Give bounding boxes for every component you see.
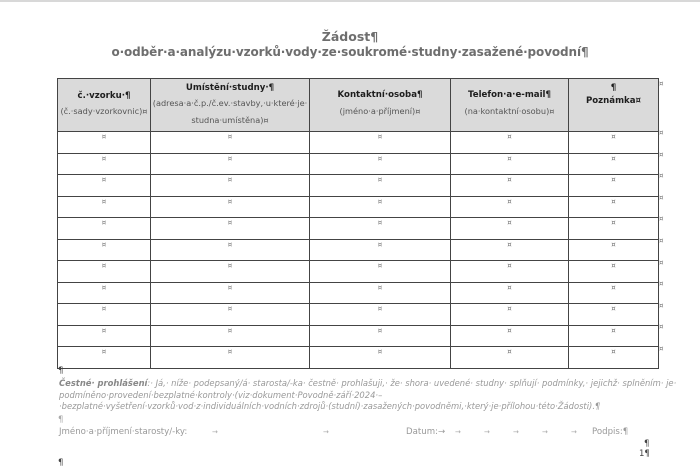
table-row	[58, 347, 659, 369]
table-row	[58, 153, 659, 175]
row-end-mark: ¤	[659, 323, 664, 332]
cell-end-mark: ¤	[377, 133, 383, 141]
mayor-name-label[interactable]: Jméno·a·příjmení·starosty/-ky:	[59, 427, 188, 437]
cell-end-mark: ¤	[377, 305, 383, 313]
cell-end-mark: ¤	[227, 348, 233, 356]
row-end-mark: ¤	[659, 258, 664, 267]
paragraph-mark: ¶	[644, 439, 650, 449]
cell-end-mark: ¤	[611, 240, 616, 249]
cell-end-mark: ¤	[507, 326, 512, 335]
cell-end-mark: ¤	[227, 154, 233, 163]
cell-end-mark: ¤	[227, 305, 233, 313]
cell-end-mark: ¤	[227, 219, 233, 227]
cell-phone-email[interactable]	[451, 347, 569, 369]
cell-sample-number[interactable]	[58, 325, 151, 347]
tab-arrow-icon: →	[542, 428, 548, 436]
tab-arrow-icon: →	[455, 428, 461, 436]
cell-end-mark: ¤	[101, 219, 107, 227]
header-sublabel-part2: studna·umístěna)¤	[191, 114, 269, 125]
cell-sample-number[interactable]	[58, 132, 151, 154]
header-sublabel: (na·kontaktní·osobu)¤	[464, 106, 555, 116]
cell-sample-number[interactable]	[58, 218, 151, 240]
row-end-mark: ¤	[659, 215, 664, 224]
cell-end-mark: ¤	[611, 262, 616, 270]
paragraph-mark: ¶	[58, 415, 64, 425]
cell-end-mark: ¤	[377, 326, 383, 335]
cell-phone-email[interactable]	[451, 239, 569, 261]
cell-phone-email[interactable]	[451, 325, 569, 347]
row-end-mark: ¤	[659, 280, 664, 289]
cell-contact-person[interactable]	[310, 218, 451, 240]
cell-well-location[interactable]	[151, 132, 310, 154]
cell-note[interactable]	[569, 218, 659, 240]
cell-end-mark: ¤	[101, 176, 107, 184]
header-label: Poznámka¤	[585, 96, 642, 106]
tab-arrow-icon: →	[323, 428, 329, 436]
page-number: 1¶	[639, 449, 650, 459]
cell-note[interactable]	[569, 239, 659, 261]
row-end-mark: ¤	[659, 172, 664, 181]
cell-sample-number[interactable]	[58, 282, 151, 304]
header-note	[569, 79, 659, 132]
cell-sample-number[interactable]	[58, 304, 151, 326]
cell-phone-email[interactable]	[451, 304, 569, 326]
row-end-mark: ¤	[659, 345, 664, 353]
tab-arrow-icon: →	[571, 428, 577, 436]
header-label: Kontaktní·osoba¶	[337, 90, 423, 100]
tab-arrow-icon: →	[484, 428, 490, 436]
cell-end-mark: ¤	[507, 305, 512, 313]
cell-end-mark: ¤	[227, 176, 233, 184]
cell-well-location[interactable]	[151, 153, 310, 175]
cell-end-mark: ¤	[227, 197, 233, 206]
header-label: Telefon·a·e-mail¶	[468, 90, 551, 100]
cell-end-mark: ¤	[507, 197, 512, 206]
cell-phone-email[interactable]	[451, 132, 569, 154]
cell-end-mark: ¤	[611, 197, 616, 206]
document-title: Žádost¶	[321, 29, 379, 44]
tab-arrow-icon: →	[212, 428, 218, 436]
cell-note[interactable]	[569, 153, 659, 175]
cell-note[interactable]	[569, 196, 659, 218]
cell-end-mark: ¤	[611, 326, 616, 335]
cell-note[interactable]	[569, 325, 659, 347]
tab-arrow-icon: →	[513, 428, 519, 436]
cell-end-mark: ¤	[227, 283, 233, 292]
cell-well-location[interactable]	[151, 196, 310, 218]
declaration-text: :· Já,· níže· podepsaný/á· starosta/-ka· čestně· prohlašuji,· že· shora· uvedené· studny· splňují· podmínky,· jejichž· splněním· je· podmíněno·provedení·bezplatné·kontroly·(viz·dokument·Povodně·září·2024·–·bezplatné·vyšetření·vzorků·vod·z·individuálních·vodních·zdrojů·(studní)·zasažených·povodněmi,·který·je·přílohou·této·Žádosti).¶	[59, 378, 677, 411]
row-end-mark: ¤	[659, 301, 664, 310]
header-sublabel: (jméno·a·příjmení)¤	[339, 106, 421, 116]
declaration-label: Čestné· prohlášení	[59, 378, 148, 388]
header-label: č.·vzorku·¶	[77, 91, 131, 101]
cell-end-mark: ¤	[227, 133, 233, 141]
cell-end-mark: ¤	[611, 348, 616, 356]
declaration-paragraph[interactable]	[59, 378, 679, 413]
cell-sample-number[interactable]	[58, 239, 151, 261]
header-label: Umístění·studny·¶	[185, 82, 275, 93]
cell-note[interactable]	[569, 304, 659, 326]
cell-contact-person[interactable]	[310, 196, 451, 218]
table-row	[58, 261, 659, 283]
header-sample-number	[58, 79, 151, 132]
cell-end-mark: ¤	[611, 154, 616, 163]
paragraph-mark: ¶	[58, 458, 64, 468]
cell-end-mark: ¤	[611, 176, 616, 184]
cell-end-mark: ¤	[227, 240, 233, 249]
paragraph-mark: ¶	[58, 366, 64, 376]
cell-end-mark: ¤	[101, 154, 107, 163]
cell-end-mark: ¤	[101, 133, 107, 141]
table-row	[58, 304, 659, 326]
cell-end-mark: ¤	[507, 154, 512, 163]
cell-end-mark: ¤	[507, 283, 512, 292]
cell-well-location[interactable]	[151, 347, 310, 369]
row-end-mark: ¤	[659, 129, 664, 137]
cell-well-location[interactable]	[151, 325, 310, 347]
cell-note[interactable]	[569, 282, 659, 304]
cell-contact-person[interactable]	[310, 325, 451, 347]
cell-well-location[interactable]	[151, 282, 310, 304]
cell-phone-email[interactable]	[451, 175, 569, 197]
cell-end-mark: ¤	[507, 219, 512, 227]
cell-contact-person[interactable]	[310, 261, 451, 283]
cell-note[interactable]	[569, 347, 659, 369]
cell-end-mark: ¤	[507, 176, 512, 184]
document-subtitle: o·odběr·a·analýzu·vzorků·vody·ze·soukromé·studny·zasažené·povodní¶	[111, 45, 589, 59]
cell-contact-person[interactable]	[310, 132, 451, 154]
table-row	[58, 325, 659, 347]
cell-sample-number[interactable]	[58, 261, 151, 283]
row-end-mark: ¤	[659, 193, 664, 202]
cell-note[interactable]	[569, 132, 659, 154]
cell-phone-email[interactable]	[451, 196, 569, 218]
cell-end-mark: ¤	[377, 262, 383, 270]
signature-label[interactable]: Podpis:¶	[592, 427, 629, 437]
cell-end-mark: ¤	[507, 262, 512, 270]
cell-end-mark: ¤	[227, 262, 233, 270]
cell-end-mark: ¤	[101, 283, 107, 292]
cell-phone-email[interactable]	[451, 282, 569, 304]
cell-end-mark: ¤	[101, 348, 107, 356]
cell-end-mark: ¤	[377, 154, 383, 163]
row-end-mark: ¤	[659, 80, 664, 88]
cell-end-mark: ¤	[611, 305, 616, 313]
header-contact-person	[310, 79, 451, 132]
cell-end-mark: ¤	[227, 326, 233, 335]
row-end-mark: ¤	[659, 150, 664, 159]
cell-end-mark: ¤	[101, 197, 107, 206]
header-para-mark: ¶	[610, 83, 617, 93]
cell-end-mark: ¤	[507, 348, 512, 356]
cell-phone-email[interactable]	[451, 153, 569, 175]
cell-end-mark: ¤	[611, 133, 616, 141]
cell-contact-person[interactable]	[310, 175, 451, 197]
cell-end-mark: ¤	[507, 133, 512, 141]
cell-end-mark: ¤	[377, 219, 383, 227]
window-top-bar	[0, 0, 700, 2]
cell-end-mark: ¤	[101, 240, 107, 249]
cell-phone-email[interactable]	[451, 261, 569, 283]
table-row	[58, 196, 659, 218]
cell-contact-person[interactable]	[310, 239, 451, 261]
cell-note[interactable]	[569, 175, 659, 197]
header-phone-email	[451, 79, 569, 132]
cell-end-mark: ¤	[377, 240, 383, 249]
cell-sample-number[interactable]	[58, 175, 151, 197]
date-label[interactable]: Datum:→	[406, 427, 446, 437]
cell-phone-email[interactable]	[451, 218, 569, 240]
cell-end-mark: ¤	[377, 348, 383, 356]
cell-end-mark: ¤	[377, 283, 383, 292]
table-row	[58, 239, 659, 261]
cell-end-mark: ¤	[101, 305, 107, 313]
cell-sample-number[interactable]	[58, 196, 151, 218]
samples-table	[57, 78, 659, 369]
cell-end-mark: ¤	[377, 197, 383, 206]
table-header-row	[58, 79, 659, 132]
cell-end-mark: ¤	[377, 176, 383, 184]
cell-contact-person[interactable]	[310, 347, 451, 369]
table-row	[58, 218, 659, 240]
cell-well-location[interactable]	[151, 261, 310, 283]
cell-contact-person[interactable]	[310, 282, 451, 304]
cell-well-location[interactable]	[151, 304, 310, 326]
header-sublabel-part1: (adresa·a·č.p./č.ev.·stavby,·u·které·je·	[152, 97, 308, 108]
table-row	[58, 282, 659, 304]
cell-end-mark: ¤	[101, 326, 107, 335]
cell-end-mark: ¤	[101, 262, 107, 270]
table-row	[58, 132, 659, 154]
cell-well-location[interactable]	[151, 239, 310, 261]
cell-contact-person[interactable]	[310, 304, 451, 326]
header-sublabel	[151, 95, 309, 112]
table-row	[58, 175, 659, 197]
cell-well-location[interactable]	[151, 218, 310, 240]
cell-well-location[interactable]	[151, 175, 310, 197]
cell-sample-number[interactable]	[58, 347, 151, 369]
header-sublabel: (č.·sady·vzorkovnic)¤	[60, 106, 148, 116]
cell-end-mark: ¤	[611, 219, 616, 227]
cell-note[interactable]	[569, 261, 659, 283]
header-well-location	[151, 79, 310, 132]
cell-end-mark: ¤	[507, 240, 512, 249]
cell-contact-person[interactable]	[310, 153, 451, 175]
cell-end-mark: ¤	[611, 283, 616, 292]
cell-sample-number[interactable]	[58, 153, 151, 175]
row-end-mark: ¤	[659, 237, 664, 245]
